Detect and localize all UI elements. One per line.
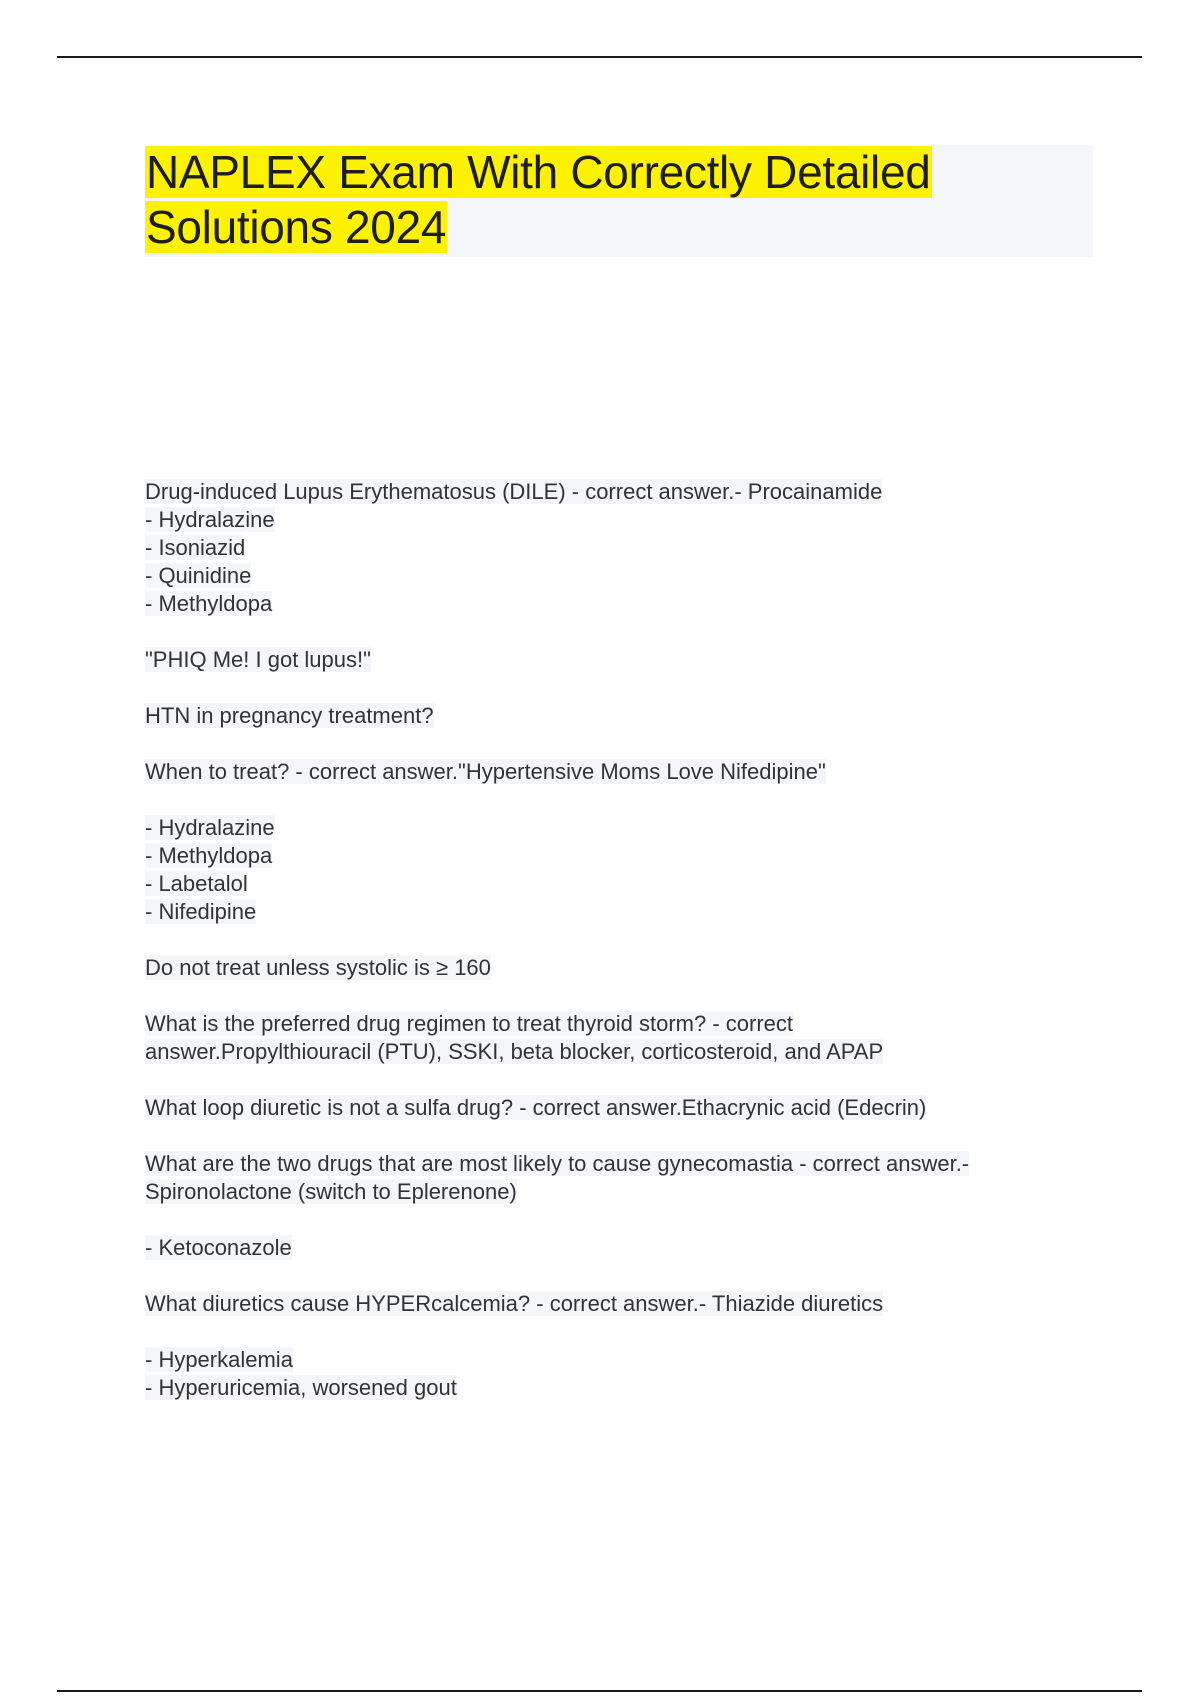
text-line: When to treat? - correct answer."Hypertensive Moms Love Nifedipine" bbox=[145, 759, 826, 784]
spacer bbox=[145, 1318, 1105, 1346]
text-line: Spironolactone (switch to Eplerenone) bbox=[145, 1179, 517, 1204]
text-line: What diuretics cause HYPERcalcemia? - correct answer.- Thiazide diuretics bbox=[145, 1291, 884, 1316]
text-line: Drug-induced Lupus Erythematosus (DILE) - correct answer.- Procainamide bbox=[145, 479, 883, 504]
top-rule bbox=[57, 56, 1142, 58]
text-line: Do not treat unless systolic is ≥ 160 bbox=[145, 955, 491, 980]
text-line: - Labetalol bbox=[145, 871, 248, 896]
spacer bbox=[145, 674, 1105, 702]
spacer bbox=[145, 982, 1105, 1010]
page-title bbox=[145, 145, 1093, 255]
title-block bbox=[145, 145, 1093, 257]
text-line: - Hyperkalemia bbox=[145, 1347, 293, 1372]
spacer bbox=[145, 1262, 1105, 1290]
text-line: "PHIQ Me! I got lupus!" bbox=[145, 647, 371, 672]
text-line: What loop diuretic is not a sulfa drug? - correct answer.Ethacrynic acid (Edecrin) bbox=[145, 1095, 927, 1120]
spacer bbox=[145, 926, 1105, 954]
text-line: What are the two drugs that are most likely to cause gynecomastia - correct answer.- bbox=[145, 1151, 970, 1176]
text-line: - Nifedipine bbox=[145, 899, 257, 924]
title-line-2: Solutions 2024 bbox=[146, 201, 447, 253]
text-line: HTN in pregnancy treatment? bbox=[145, 703, 434, 728]
spacer bbox=[145, 1206, 1105, 1234]
text-line: - Methyldopa bbox=[145, 591, 273, 616]
text-line: - Ketoconazole bbox=[145, 1235, 292, 1260]
text-line: - Hyperuricemia, worsened gout bbox=[145, 1375, 457, 1400]
bottom-rule bbox=[57, 1690, 1142, 1692]
spacer bbox=[145, 730, 1105, 758]
text-line: What is the preferred drug regimen to treat thyroid storm? - correct bbox=[145, 1011, 794, 1036]
spacer bbox=[145, 786, 1105, 814]
document-body bbox=[145, 478, 1105, 1402]
text-line: - Hydralazine bbox=[145, 815, 275, 840]
text-line: - Methyldopa bbox=[145, 843, 273, 868]
spacer bbox=[145, 1122, 1105, 1150]
text-line: answer.Propylthiouracil (PTU), SSKI, beta blocker, corticosteroid, and APAP bbox=[145, 1039, 884, 1064]
spacer bbox=[145, 1066, 1105, 1094]
text-line: - Isoniazid bbox=[145, 535, 246, 560]
text-line: - Hydralazine bbox=[145, 507, 275, 532]
text-line: - Quinidine bbox=[145, 563, 252, 588]
spacer bbox=[145, 618, 1105, 646]
title-line-1: NAPLEX Exam With Correctly Detailed bbox=[146, 146, 931, 198]
